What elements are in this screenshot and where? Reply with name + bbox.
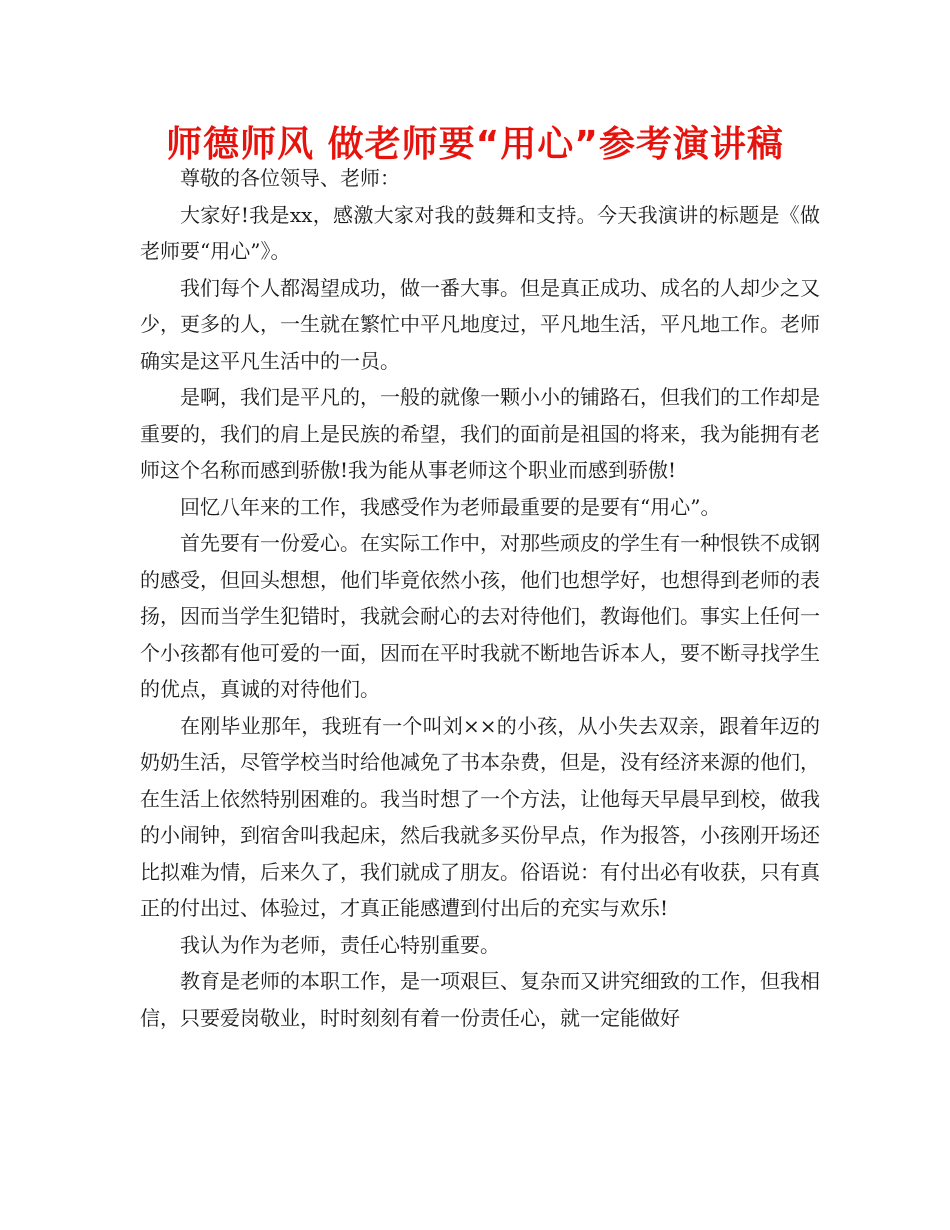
- paragraph: 在刚毕业那年，我班有一个叫刘××的小孩，从小失去双亲，跟着年迈的奶奶生活，尽管学校当时给他减免了书本杂费，但是，没有经济来源的他们，在生活上依然特别困难的。我当时想了一个方法，让他每天早晨早到校，做我的小闹钟，到宿舍叫我起床，然后我就多买份早点，作为报答，小孩刚开场还比拟难为情，后来久了，我们就成了朋友。俗语说：有付出必有收获，只有真正的付出过、体验过，才真正能感遭到付出后的充实与欢乐!: [140, 713, 820, 920]
- document-body: [140, 160, 820, 1036]
- paragraph: 我认为作为老师，责任心特别重要。: [180, 932, 500, 957]
- paragraph: 是啊，我们是平凡的，一般的就像一颗小小的铺路石，但我们的工作却是重要的，我们的肩上是民族的希望，我们的面前是祖国的将来，我为能拥有老师这个名称而感到骄傲!我为能从事老师这个职业而感到骄傲!: [140, 385, 820, 482]
- document-title: 师德师风 做老师要“用心”参考演讲稿: [166, 124, 784, 165]
- paragraph-greeting: 尊敬的各位领导、老师：: [180, 166, 400, 190]
- paragraph: 回忆八年来的工作，我感受作为老师最重要的是要有“用心”。: [180, 494, 721, 519]
- paragraph: 首先要有一份爱心。在实际工作中，对那些顽皮的学生有一种恨铁不成钢的感受，但回头想想，他们毕竟依然小孩，他们也想学好，也想得到老师的表扬，因而当学生犯错时，我就会耐心的去对待他们，教诲他们。事实上任何一个小孩都有他可爱的一面，因而在平时我就不断地告诉本人，要不断寻找学生的优点，真诚的对待他们。: [140, 531, 820, 701]
- paragraph: 教育是老师的本职工作，是一项艰巨、复杂而又讲究细致的工作，但我相信，只要爱岗敬业，时时刻刻有着一份责任心，就一定能做好: [140, 969, 820, 1030]
- paragraph: 大家好!我是xx，感激大家对我的鼓舞和支持。今天我演讲的标题是《做老师要“用心”》。: [140, 202, 820, 263]
- paragraph: 我们每个人都渴望成功，做一番大事。但是真正成功、成名的人却少之又少，更多的人，一生就在繁忙中平凡地度过，平凡地生活，平凡地工作。老师确实是这平凡生活中的一员。: [140, 275, 820, 373]
